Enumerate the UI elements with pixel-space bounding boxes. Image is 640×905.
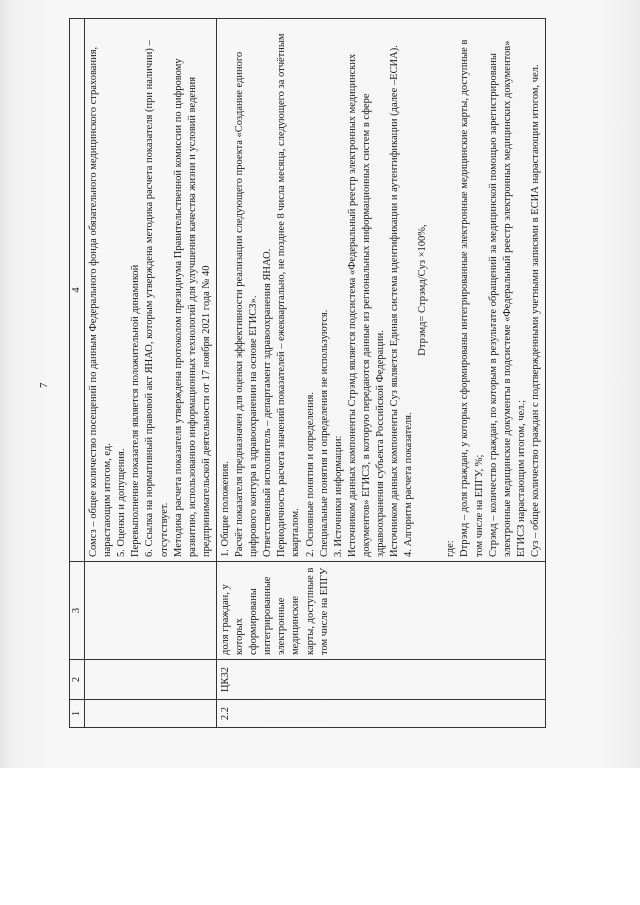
header-cell-2: 2 xyxy=(70,660,85,700)
text-line: Перевыполнение показателя является положительной динамикой xyxy=(130,264,142,557)
page-number: 7 xyxy=(38,382,50,388)
text-line: 3. Источники информации: xyxy=(332,435,344,557)
text-line: Методика расчета показателя утверждена протоколом президиума Правительственной комиссии по цифровому развитию, использованию информационных технологий для улучшения качества жизни и условий ведения предпринимательской деятельности от 17 ноября 2021 года № 40 xyxy=(172,58,212,557)
text-line: где: xyxy=(445,540,457,557)
indicator-methodology-table xyxy=(69,18,546,728)
text-line: Источником данных компоненты Cтрэмд является подсистема «Федеральный реестр электронных медицинских документов» ЕГИСЗ, в которую передаются данные из региональных информационных систем в сфере здравоохранения субъекта Российской Федерации. xyxy=(346,53,386,557)
text-line: Cyз – общее количество граждан с подтвержденными учетными записями в ЕСИА нарастающим итогом, чел. xyxy=(529,64,541,557)
text-line: Источником данных компоненты Сyз является Единая система идентификации и аутентификации (далее –ЕСИА). xyxy=(389,45,401,557)
text-line: 4. Алгоритм расчета показателя. xyxy=(403,412,415,557)
text-line: Периодичность расчета значений показателей – ежеквартально, не позднее 8 числа месяца, следующего за отчётным кварталом. xyxy=(276,33,302,557)
table-row-2-2 xyxy=(216,19,545,728)
text-line: Cтрэмд – количество граждан, по которым в результате обращений за медицинской помощью зарегистрированы электронные медицинские документы в подсистеме «Федеральный реестр электронных медицинских документов» ЕГИСЗ нарастающим итогом, чел.; xyxy=(487,40,527,557)
rotated-document xyxy=(38,18,613,728)
indicator-name: доля граждан, у которых сформированы интегрированные электронные медицинские карты, доступные в том числе на ЕПГУ xyxy=(216,562,545,660)
text-line: 6. Ссылка на нормативный правовой акт ЯНАО, которым утверждена методика расчета показателя (при наличии) – отсутствует. xyxy=(144,40,170,557)
spacer xyxy=(430,23,444,557)
indicator-code: ЦК32 xyxy=(216,660,545,700)
cell-empty-code xyxy=(85,660,217,700)
page-bottom-margin xyxy=(0,768,640,905)
text-line: Ответственный исполнитель – департамент здравоохранения ЯНАО. xyxy=(262,248,274,557)
header-cell-3: 3 xyxy=(70,562,85,660)
header-cell-1: 1 xyxy=(70,700,85,728)
text-line: 1. Общие положения. xyxy=(219,461,231,557)
formula: Dтрэмд= Cтрэмд/Cyз ×100%, xyxy=(417,224,429,356)
text-line: 5. Оценки и допущения. xyxy=(116,448,128,557)
table-row-continued xyxy=(85,19,217,728)
text-line: Dтрэмд – доля граждан, у которых сформированы интегрированные электронные медицинские карты, доступные в том числе на ЕПГУ, %; xyxy=(459,39,485,557)
cell-methodology-continued xyxy=(85,19,217,562)
text-line: 2. Основные понятия и определения. xyxy=(304,392,316,557)
header-cell-4: 4 xyxy=(70,19,85,562)
cell-empty-num xyxy=(85,700,217,728)
text-line: Сомсз – общее количество посещений по данным Федерального фонда обязательного медицинского страхования, нарастающим итогом, ед. xyxy=(88,46,114,557)
text-line: Специальные понятия и определения не используются. xyxy=(318,309,330,557)
cell-methodology xyxy=(216,19,545,562)
cell-empty-name xyxy=(85,562,217,660)
text-line: Расчёт показателя предназначен для оценки эффективности реализации следующего проекта «Создание единого цифрового контура в здравоохранении на основе ЕГИСЗ». xyxy=(234,51,260,557)
row-number: 2.2 xyxy=(216,700,545,728)
table-header-row xyxy=(70,19,85,728)
